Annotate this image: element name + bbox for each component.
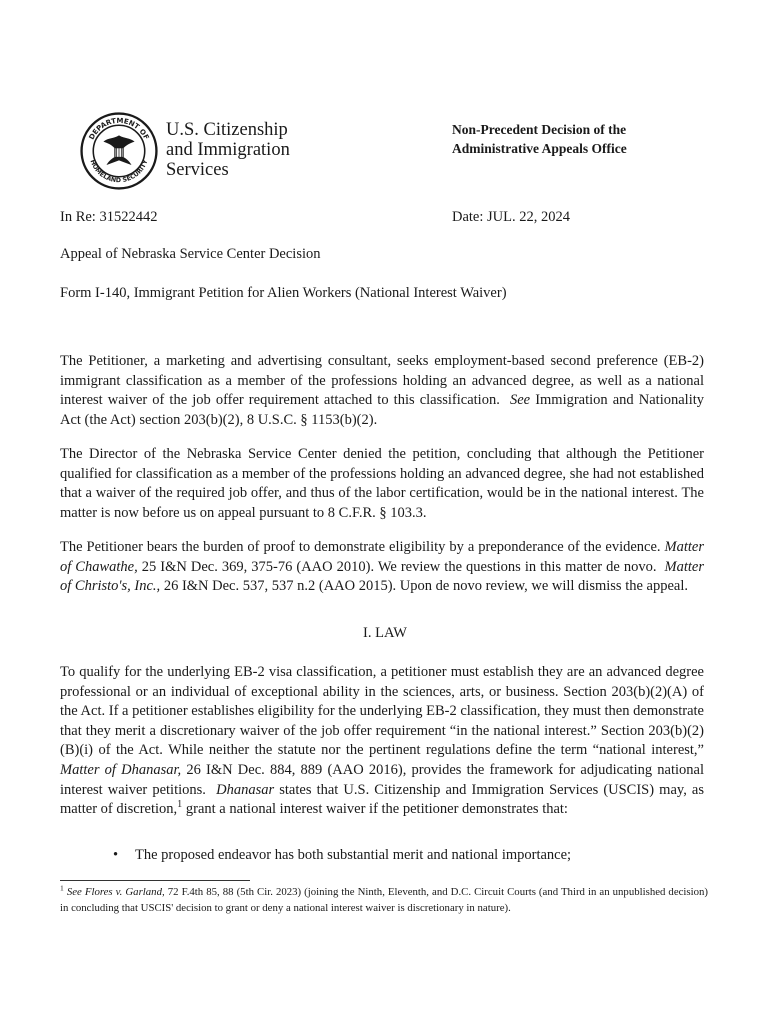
appeal-line: Appeal of Nebraska Service Center Decision (60, 246, 321, 262)
paragraph-3-case-1: Matter of Chawathe, (60, 539, 704, 575)
paragraph-4-part-a: To qualify for the underlying EB-2 visa classification, a petitioner must establish they are an advanced degree professional or an individual of exceptional ability in the sciences, arts, or business. Section 203(b)(2)(A) of the Act. If a petitioner establishes eligibility for the underlying EB-2 classification, they must then demonstrate that they merit a discretionary waiver of the job offer requirement “in the national interest.” Section 203(b)(2)(B)(i) of the Act. While neither the statute nor the pertinent regulations define the term “national interest,” (60, 664, 704, 759)
svg-text:DEPARTMENT OF: DEPARTMENT OF (86, 115, 152, 142)
section-heading-law: I. LAW (363, 625, 407, 641)
bullet-icon: • (113, 847, 119, 863)
footnote-divider (60, 880, 250, 881)
footnote-case: See Flores v. Garland, (66, 886, 165, 898)
paragraph-3-part-c: 26 I&N Dec. 537, 537 n.2 (AAO 2015). Upon de novo review, we will dismiss the appeal. (163, 578, 689, 595)
footnote-reference[interactable]: 1 (177, 799, 183, 811)
footnote-number: 1 (60, 883, 64, 893)
decision-type-line1: Non-Precedent Decision of the (452, 122, 627, 137)
decision-type-heading (452, 120, 627, 158)
dhs-seal-icon (80, 112, 158, 190)
paragraph-1-text: The Petitioner, a marketing and advertising consultant, seeks employment-based second preference (EB-2) immigrant classification as a member of the professions holding an advanced degree, as well as a national interest waiver of the job offer requirement attached to this classification. (60, 353, 704, 409)
paragraph-1-see: See (509, 392, 531, 409)
paragraph-3 (60, 538, 704, 597)
svg-text:HOMELAND SECURITY: HOMELAND SECURITY (88, 158, 150, 185)
footnote (60, 885, 708, 916)
decision-date: Date: JUL. 22, 2024 (452, 209, 570, 225)
paragraph-3-case-2: Matter of Christo's, Inc., (60, 558, 705, 595)
agency-name (166, 120, 290, 180)
paragraph-2 (60, 445, 704, 523)
paragraph-4-part-d: grant a national interest waiver if the petitioner demonstrates that: (185, 801, 568, 818)
paragraph-1-tail: Immigration and Nationality Act (the Act) section 203(b)(2), 8 U.S.C. § 1153(b)(2). (60, 392, 704, 428)
footnote-text: 72 F.4th 85, 88 (5th Cir. 2023) (joining the Ninth, Eleventh, and D.C. Circuit Courts (and Third in an unpublished decision) in concluding that USCIS' decision to grant or deny a national interest waiver is discretionary in nature). (60, 886, 709, 914)
form-line: Form I-140, Immigrant Petition for Alien Workers (National Interest Waiver) (60, 285, 507, 301)
paragraph-4-case: Matter of Dhanasar, (60, 761, 182, 778)
paragraph-1 (60, 352, 704, 430)
paragraph-2-text: The Director of the Nebraska Service Center denied the petition, concluding that although the Petitioner qualified for classification as a member of the professions holding an advanced degree, she had not established that a waiver of the required job offer, and thus of the labor certification, would be in the national interest. The matter is now before us on appeal pursuant to 8 C.F.R. § 103.3. (60, 446, 704, 521)
agency-name-line2: and Immigration (166, 140, 290, 160)
bullet-item-text: The proposed endeavor has both substantial merit and national importance; (135, 847, 572, 863)
paragraph-3-part-b: 25 I&N Dec. 369, 375-76 (AAO 2010). We review the questions in this matter de novo. (141, 558, 657, 575)
bullet-item (113, 847, 571, 864)
agency-name-line3: Services (166, 160, 229, 180)
paragraph-4 (60, 663, 704, 820)
paragraph-4-part-b: 26 I&N Dec. 884, 889 (AAO 2016), provides the framework for adjudicating national interest waiver petitions. (60, 761, 704, 798)
paragraph-4-part-c: states that U.S. Citizenship and Immigration Services (USCIS) may, as matter of discretion, (60, 781, 705, 818)
paragraph-3-part-a: The Petitioner bears the burden of proof to demonstrate eligibility by a preponderance of the evidence. (60, 539, 661, 555)
paragraph-4-case-2: Dhanasar (216, 781, 275, 798)
case-number: In Re: 31522442 (60, 209, 158, 225)
agency-name-line1: U.S. Citizenship (166, 120, 288, 140)
decision-type-line2: Administrative Appeals Office (452, 141, 627, 156)
